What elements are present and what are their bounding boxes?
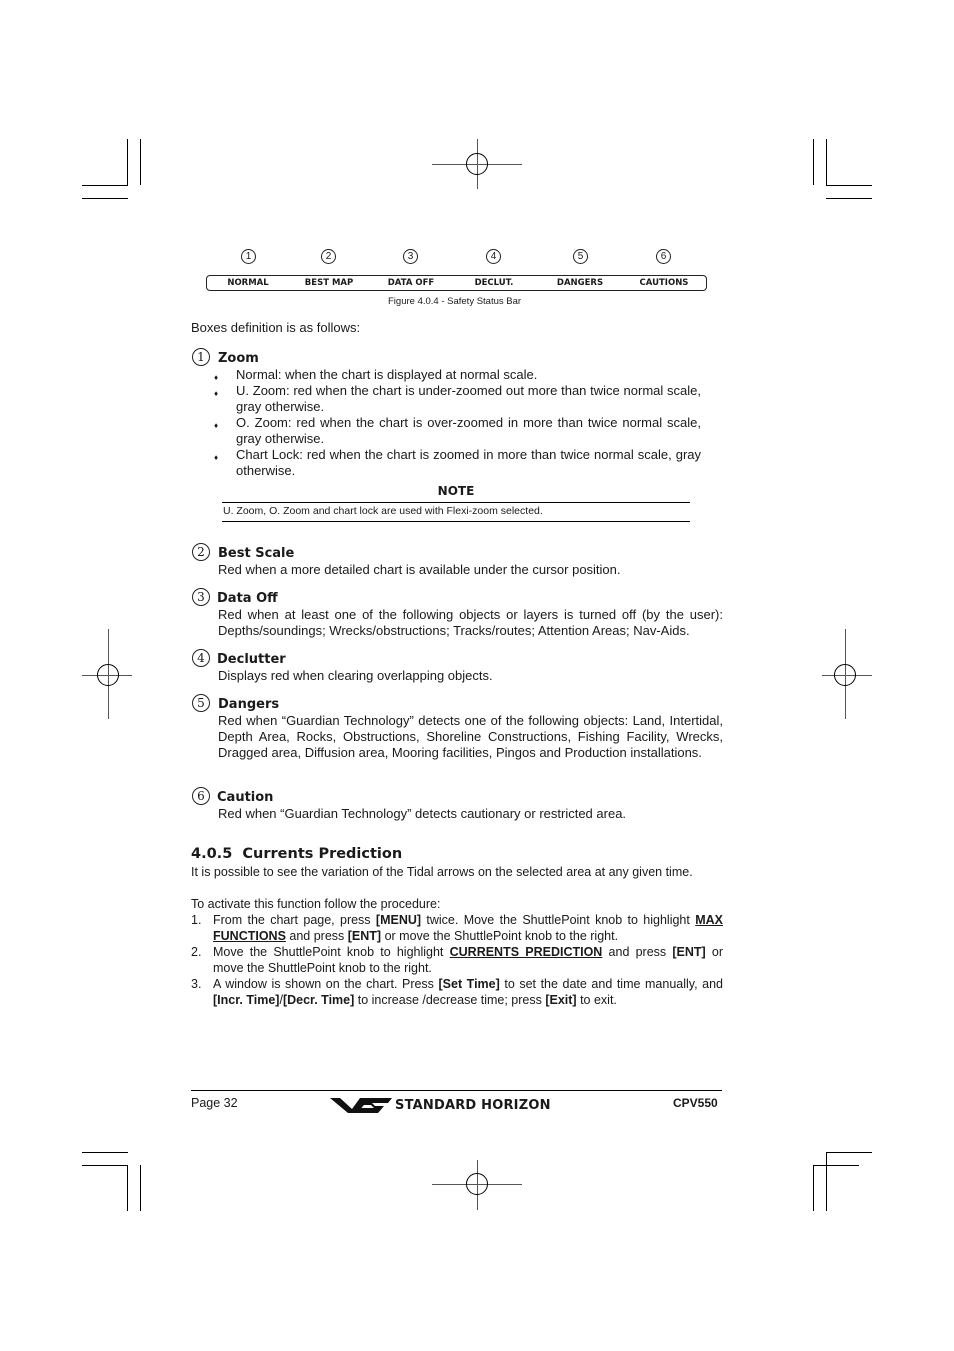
note-title: NOTE <box>437 484 475 498</box>
status-label-dangers: DANGERS <box>556 278 604 288</box>
status-label-cautions: CAUTIONS <box>639 278 689 288</box>
model-number: CPV550 <box>673 1096 718 1110</box>
section-paragraph-1: It is possible to see the variation of the Tidal arrows on the selected area at any given time. <box>191 865 693 879</box>
figure-number-1: 1 <box>241 249 256 264</box>
figure-number-4: 4 <box>486 249 501 264</box>
dangers-number: 5 <box>192 694 210 712</box>
zoom-bullet-3: O. Zoom: red when the chart is over-zoomed in more than twice normal scale, gray otherwise. <box>236 415 701 446</box>
bullet-diamond-icon: ♦ <box>214 389 219 398</box>
figure-number-2: 2 <box>321 249 336 264</box>
step-number-2: 2. <box>191 945 202 959</box>
intro-text: Boxes definition is as follows: <box>191 320 361 335</box>
figure-number-6: 6 <box>656 249 671 264</box>
figure-caption: Figure 4.0.4 - Safety Status Bar <box>388 296 522 307</box>
section-title: Currents Prediction <box>242 846 403 862</box>
step-3: A window is shown on the chart. Press [Set Time] to set the date and time manually, and [Incr. Time]/[Decr. Time] to increase /decrease time; press [Exit] to exit. <box>213 977 724 1007</box>
brand-logo-icon <box>330 1097 392 1119</box>
figure-number-3: 3 <box>403 249 418 264</box>
page-number: Page 32 <box>191 1096 238 1110</box>
section-heading <box>191 846 402 862</box>
caution-number: 6 <box>192 787 210 805</box>
section-number: 4.0.5 <box>191 846 233 862</box>
caution-heading: Caution <box>217 790 274 805</box>
zoom-bullet-2: U. Zoom: red when the chart is under-zoomed out more than twice normal scale, gray otherwise. <box>236 383 701 414</box>
best-scale-text: Red when a more detailed chart is available under the cursor position. <box>218 562 621 577</box>
bullet-diamond-icon: ♦ <box>214 373 219 382</box>
note-text: U. Zoom, O. Zoom and chart lock are used with Flexi-zoom selected. <box>223 505 543 517</box>
status-label-data-off: DATA OFF <box>387 278 435 288</box>
declutter-heading: Declutter <box>217 652 286 667</box>
declutter-number: 4 <box>192 649 210 667</box>
step-2: Move the ShuttlePoint knob to highlight CURRENTS PREDICTION and press [ENT] or move the ShuttlePoint knob to the right. <box>213 945 723 975</box>
declutter-text: Displays red when clearing overlapping objects. <box>218 668 493 683</box>
step-1: From the chart page, press [MENU] twice. Move the ShuttlePoint knob to highlight MAX FUNCTIONS and press [ENT] or move the ShuttlePoint knob to the right. <box>213 913 723 943</box>
best-scale-number: 2 <box>192 543 210 561</box>
dangers-heading: Dangers <box>218 697 280 712</box>
caution-text: Red when “Guardian Technology” detects cautionary or restricted area. <box>218 806 627 821</box>
zoom-bullet-1: Normal: when the chart is displayed at normal scale. <box>236 367 538 382</box>
best-scale-heading: Best Scale <box>218 546 295 561</box>
data-off-heading: Data Off <box>217 591 278 606</box>
bullet-diamond-icon: ♦ <box>214 421 219 430</box>
zoom-bullet-4: Chart Lock: red when the chart is zoomed in more than twice normal scale, gray otherwise. <box>236 447 701 478</box>
status-label-normal: NORMAL <box>227 278 269 288</box>
zoom-heading: Zoom <box>218 351 259 366</box>
status-label-best-map: BEST MAP <box>304 278 354 288</box>
step-number-3: 3. <box>191 977 202 991</box>
brand-name: STANDARD HORIZON <box>395 1098 551 1113</box>
zoom-number: 1 <box>192 348 210 366</box>
bullet-diamond-icon: ♦ <box>214 453 219 462</box>
data-off-number: 3 <box>192 588 210 606</box>
status-label-declut: DECLUT. <box>474 278 514 288</box>
data-off-text: Red when at least one of the following objects or layers is turned off (by the user): Depths/soundings; Wrecks/obstructions; Tracks/routes; Attention Areas; Nav-Aids. <box>218 607 723 638</box>
figure-number-5: 5 <box>573 249 588 264</box>
dangers-text: Red when “Guardian Technology” detects one of the following objects: Land, Intertidal, Depth Area, Rocks, Obstructions, Shoreline Constructions, Fishing Facility, Wrecks, Dragged area, Diffusion area, Mooring facilities, Pingos and Production installations. <box>218 713 723 760</box>
step-number-1: 1. <box>191 913 202 927</box>
section-paragraph-2: To activate this function follow the procedure: <box>191 897 441 911</box>
